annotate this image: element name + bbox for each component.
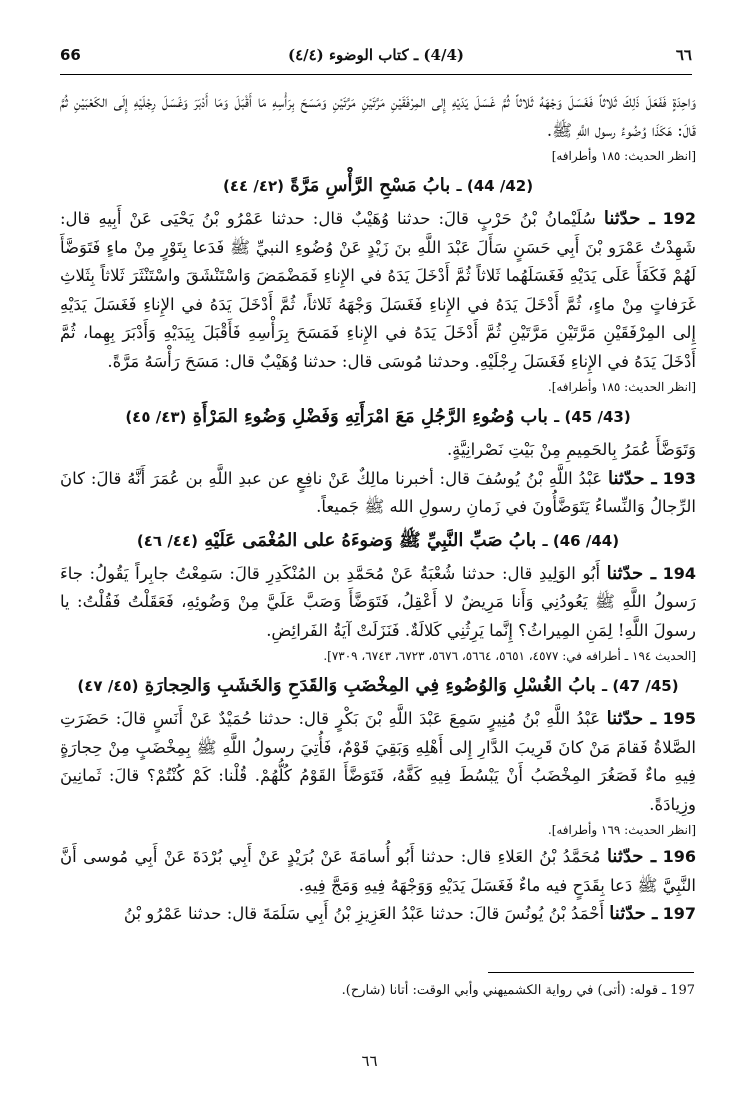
hadith xyxy=(60,465,696,522)
hadith-opening: ـ حدّثنا xyxy=(603,208,655,229)
page-body xyxy=(60,88,696,929)
chapter-title: باب وُضُوءِ الرَّجُلِ مَعَ امْرَأَتِهِ وَفَضْلِ وَضُوءِ المَرْأَةِ xyxy=(192,406,548,427)
hadith-text: أَبُو الوَلِيدِ قال: حدثنا شُعْبَةُ عَنْ مُحَمَّدِ بن المُنْكَدِرِ قالَ: سَمِعْتُ جابِراً يَقُولُ: جاءَ رَسولُ اللَّهِ ﷺ يَعُودُنِي وَأَنا مَرِيضٌ لا أَعْقِلُ، فَتَوَضَّأَ وَصَبَّ عَلَيَّ مِنْ وَضُوئِهِ، فَعَقَلْتُ فَقُلْتُ: يا رسولَ اللَّهِ! لِمَنِ المِيراثُ؟ إِنَّما يَرِثُنِي كَلالَةٌ. فَنَزَلَتْ آيَةُ الفَرائِضِ. xyxy=(60,563,696,640)
page-header xyxy=(60,40,692,74)
hadith-number: 194 xyxy=(662,563,697,583)
reference-note: [انظر الحديث: ١٦٩ وأطرافه]. xyxy=(547,823,696,837)
chapter-number: (44/ 46) ـ xyxy=(542,531,620,550)
chapter-number: (45/ 47) ـ xyxy=(602,677,679,695)
hadith-number: 196 xyxy=(662,847,697,866)
hadith-text: عَبْدُ اللَّهِ بْنُ يُوسُفَ قال: أخبرنا مالِكٌ عَنْ نافِعٍ عن عبدِ اللَّهِ بن عُمَرَ أَنَّهُ قالَ: كانَ الرِّجالُ وَالنِّساءُ يَتَوَضَّأُونَ في زَمانِ رسولِ الله ﷺ جَميعاً. xyxy=(60,468,696,516)
hadith xyxy=(60,705,696,819)
hadith-opening: ـ حدّثنا xyxy=(606,562,657,584)
hadith-opening: ـ حدّثنا xyxy=(609,903,658,924)
hadith xyxy=(60,560,696,646)
hadith-number: 192 xyxy=(662,209,696,228)
chapter-number: (43/ 45) ـ xyxy=(554,408,631,426)
chapter-number-arabic: (٤٢/ ٤٤) xyxy=(222,177,284,195)
hadith-text: أَحْمَدُ بْنُ يُونُسَ قالَ: حدثنا عَبْدُ العَزِيزِ بْنُ أَبِي سَلَمَةَ قال: حدثنا عَمْرُو بْنُ xyxy=(123,904,605,923)
hadith-text: مُحَمَّدُ بْنُ العَلاءِ قال: حدثنا أَبُو أُسامَةَ عَنْ بُرَيْدٍ عَنْ أَبِي بُرْدَةَ عَنْ أَبِي مُوسى أَنَّ النَّبِيَّ ﷺ دَعا بِقَدَحٍ فيه ماءٌ فَغَسَلَ يَدَيْهِ وَوَجْهَهُ فِيهِ وَمَجَّ فِيهِ. xyxy=(60,847,696,895)
footnote: 197 ـ قوله: (أتى) في رواية الكشميهني وأبي الوقت: أتانا (شارح). xyxy=(341,983,695,998)
hadith xyxy=(60,900,696,929)
footer-page-number: ٦٦ xyxy=(361,1052,378,1070)
paragraph: وَتَوَضَّأَ عُمَرُ بِالحَمِيمِ مِنْ بَيْتِ نَصْرانِيَّةٍ. xyxy=(446,440,696,459)
chapter-heading xyxy=(60,169,696,203)
hadith-opening: ـ حدّثنا xyxy=(608,467,657,489)
chapter-title: بابُ الغُسْلِ وَالوُضُوءِ فِي المِخْضَبِ وَالقَدَحِ وَالخَشَبِ وَالحِجارَةِ xyxy=(144,675,596,696)
hadith xyxy=(60,843,696,900)
chapter-heading xyxy=(60,524,696,558)
page-number-arabic: ٦٦ xyxy=(675,46,692,64)
hadith-opening: ـ حدّثنا xyxy=(606,846,657,867)
reference-note: [الحديث ١٩٤ ـ أطرافه في: ٤٥٧٧، ٥٦٥١، ٥٦٦٤، ٥٦٧٦، ٦٧٢٣، ٦٧٤٣، ٧٣٠٩]. xyxy=(323,649,696,663)
paragraph: وَاحِدَةٍ فَفَعَلَ ذَلِكَ ثَلاثاً فَغَسَلَ وَجْهَهُ ثَلاثاً ثُمَّ غَسَلَ يَدَيْهِ إِلى المِرْفَقَيْنِ مَرَّتَيْنِ مَرَّتَيْنِ وَمَسَحَ بِرَأْسِهِ مَا أَقْبَلَ وَمَا أَدْبَرَ وَغَسَلَ رِجْلَيْهِ إِلَى الكَعْبَيْنِ ثُمَّ قَالَ: هَكَذَا وُضُوءُ رسول اللَّهِ ﷺ. xyxy=(60,92,696,140)
header-rule xyxy=(60,74,692,75)
running-title: (4/4) ـ كتاب الوضوء (٤/٤) xyxy=(287,46,465,64)
hadith-number: 193 xyxy=(662,468,696,488)
hadith-number: 195 xyxy=(662,709,697,728)
hadith xyxy=(60,205,696,376)
chapter-number-arabic: (٤٤/ ٤٦) xyxy=(136,531,198,550)
chapter-title: بابُ صَبِّ النَّبِيِّ ﷺ وَضوءَهُ على المُغْمَى عَلَيْهِ xyxy=(204,529,537,551)
footnote-rule xyxy=(488,972,694,973)
chapter-number-arabic: (٤٥/ ٤٧) xyxy=(77,677,139,695)
hadith-text: سُلَيْمانُ بْنُ حَرْبٍ قالَ: حدثنا وُهَيْبٌ قال: حدثنا عَمْرُو بْنُ يَحْيَى عَنْ أَبِيهِ قال: شَهِدْتُ عَمْرَو بْنَ أَبِي حَسَنٍ سَأَلَ عَبْدَ اللَّهِ بنَ زَيْدٍ عَنْ وُضُوءِ النبيِّ ﷺ فَدَعا بِتَوْرٍ مِنْ ماءٍ فَتَوَضَّأَ لَهُمْ فَكَفَأَ عَلَى يَدَيْهِ فَغَسَلَهُما ثَلاثاً ثُمَّ أَدْخَلَ يَدَهُ في الإِناءِ فَمَضْمَضَ وَاسْتَنْشَقَ واسْتَنْثَرَ ثَلاثاً بِثَلاثِ غَرَفاتٍ مِنْ ماءٍ، ثُمَّ أَدْخَلَ يَدَهُ في الإِناءِ فَغَسَلَ وَجْهَهُ ثَلاثاً، ثُمَّ أَدْخَلَ يَدَهُ في الإِناءِ فَغَسَلَ يَدَيْهِ إِلى المِرْفَقَيْنِ مَرَّتَيْنِ مَرَّتَيْنِ ثُمَّ أَدْخَلَ يَدَهُ في الإِناءِ فَمَسَحَ بِرَأْسِهِ فَأَقْبَلَ بِيَدَيْهِ وَأَدْبَرَ بِهِما، ثُمَّ أَدْخَلَ يَدَهُ في الإِناءِ فَغَسَلَ رِجْلَيْهِ. وحدثنا مُوسَى قال: حدثنا وُهَيْبٌ قال: مَسَحَ رَأْسَهُ مَرَّةً. xyxy=(60,209,696,371)
reference-note: [انظر الحديث: ١٨٥ وأطرافه]. xyxy=(547,380,696,394)
chapter-heading xyxy=(60,669,696,703)
chapter-title: بابُ مَسْحِ الرَّأْسِ مَرَّةً xyxy=(290,175,451,196)
chapter-number: (42/ 44) ـ xyxy=(456,177,534,195)
chapter-number-arabic: (٤٣/ ٤٥) xyxy=(125,408,187,426)
hadith-number: 197 xyxy=(662,904,696,923)
chapter-heading xyxy=(60,400,696,434)
page-number-latin: 66 xyxy=(60,46,81,64)
reference-note: [انظر الحديث: ١٨٥ وأطرافه] xyxy=(551,149,696,163)
hadith-opening: ـ حدّثنا xyxy=(606,708,657,729)
hadith-text: عَبْدُ اللَّهِ بْنُ مُنِيرٍ سَمِعَ عَبْدَ اللَّهِ بْنَ بَكْرٍ قال: حدثنا حُمَيْدٌ عَنْ أَنَسٍ قالَ: حَضَرَتِ الصَّلاةُ فَقامَ مَنْ كانَ قَرِيبَ الدَّارِ إِلى أَهْلِهِ وَبَقِيَ قَوْمٌ، فَأُتِيَ رسولُ اللَّهِ ﷺ بِمِخْضَبٍ مِنْ حِجارَةٍ فِيهِ ماءٌ فَصَغُرَ المِخْضَبُ أَنْ يَبْسُطَ فِيهِ كَفَّهُ، فَتَوَضَّأَ القَوْمُ كُلُّهُمْ. قُلْنا: كَمْ كُنْتُمْ؟ قالَ: ثَمانِينَ وزِيادَةً. xyxy=(60,709,696,814)
